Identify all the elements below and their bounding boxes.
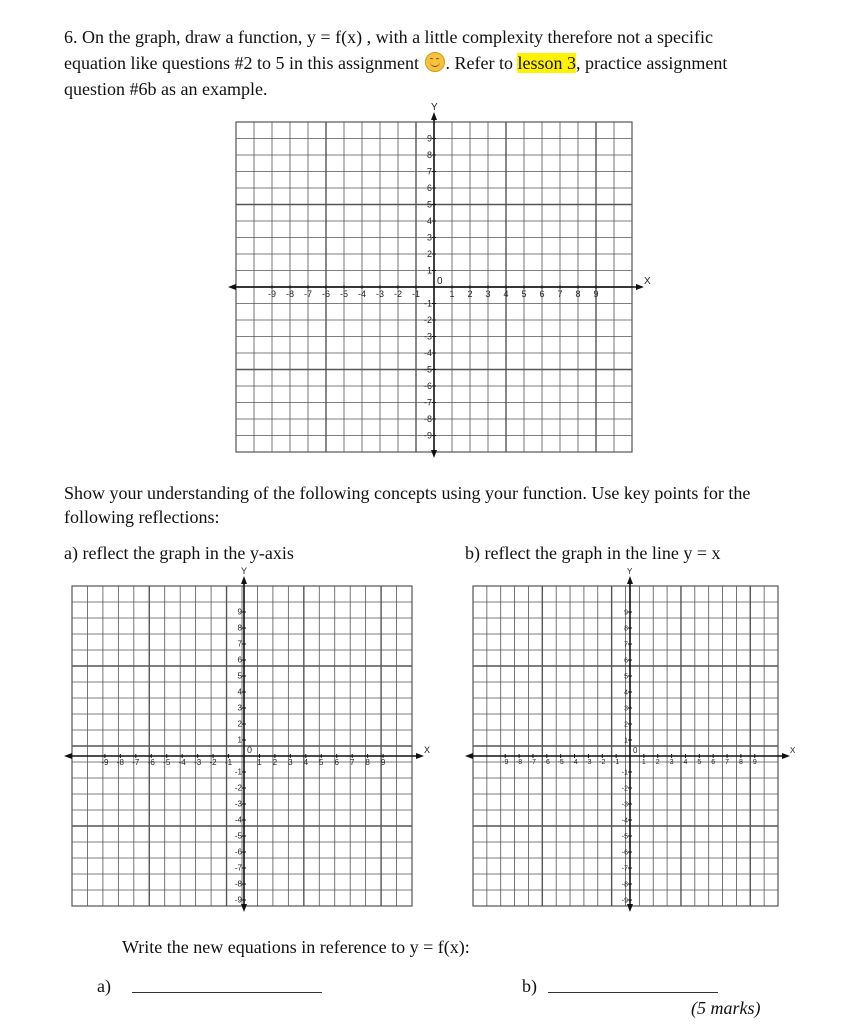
- x-tick-label: 6: [539, 289, 545, 299]
- x-tick-label: 4: [683, 759, 688, 766]
- part-a-label: a) reflect the graph in the y-axis: [64, 543, 294, 563]
- y-tick-label: 1: [426, 265, 432, 276]
- y-tick-label: 8: [237, 623, 242, 633]
- y-tick-label: 8: [624, 625, 628, 633]
- y-tick-label: 3: [426, 232, 432, 243]
- y-tick-label: -3: [621, 801, 628, 809]
- x-tick-label: -3: [585, 759, 592, 766]
- y-tick-label: 1: [237, 735, 242, 745]
- y-tick-label: -9: [423, 430, 432, 441]
- y-tick-label: -4: [423, 348, 432, 358]
- y-axis-up-arrow-icon: [241, 576, 247, 584]
- answer-b-label: b): [522, 976, 537, 996]
- y-tick-label: -3: [423, 331, 432, 342]
- x-tick-label: 2: [467, 289, 473, 299]
- x-axis-right-arrow-icon: [416, 753, 424, 759]
- y-tick-label: 5: [237, 671, 242, 681]
- x-tick-label: -7: [303, 289, 313, 299]
- origin-label: 0: [633, 746, 638, 755]
- x-tick-label: -6: [543, 759, 550, 766]
- y-tick-label: 7: [624, 641, 628, 649]
- y-tick-label: 3: [237, 703, 242, 713]
- instructions-line-1: Show your understanding of the following concepts using your function. Use key points for the: [64, 483, 751, 503]
- x-axis-right-arrow-icon: [782, 753, 790, 759]
- y-axis-up-arrow-icon: [431, 112, 437, 120]
- x-tick-label: 9: [380, 758, 386, 767]
- x-tick-label: -4: [571, 759, 578, 766]
- x-axis-right-arrow-icon: [636, 284, 644, 290]
- x-tick-label: -6: [321, 289, 331, 299]
- x-tick-label: -5: [557, 759, 564, 766]
- y-tick-label: 9: [426, 133, 432, 144]
- y-tick-label: -3: [234, 799, 242, 809]
- x-tick-label: -3: [194, 758, 202, 767]
- origin-label: 0: [247, 745, 253, 755]
- x-tick-label: -7: [132, 758, 140, 767]
- x-tick-label: -9: [502, 759, 509, 766]
- x-tick-label: -6: [147, 758, 155, 767]
- y-tick-label: 1: [624, 737, 628, 745]
- x-tick-label: 7: [725, 759, 729, 766]
- question-line2a-text: equation like questions #2 to 5 in this assignment: [64, 53, 419, 73]
- y-tick-label: 9: [237, 607, 242, 617]
- y-tick-label: -9: [234, 895, 242, 905]
- x-tick-label: 9: [752, 759, 757, 766]
- x-tick-label: -4: [357, 289, 367, 299]
- question-number: 6.: [64, 27, 78, 47]
- question-line2c-text: , practice assignment: [575, 53, 728, 73]
- y-tick-label: 7: [237, 639, 242, 649]
- answer-a-label: a): [97, 976, 111, 996]
- x-tick-label: 5: [521, 289, 527, 299]
- x-axis-label: X: [424, 745, 431, 755]
- x-tick-label: 2: [272, 758, 278, 767]
- x-tick-label: 7: [557, 289, 563, 299]
- y-tick-label: -1: [621, 769, 628, 777]
- x-tick-label: 4: [503, 289, 509, 299]
- x-tick-label: 6: [334, 758, 339, 767]
- x-axis-label: X: [644, 276, 651, 287]
- question-line-2: [64, 50, 804, 76]
- y-tick-label: 4: [426, 216, 432, 226]
- y-tick-label: -1: [423, 298, 432, 309]
- answer-b-input[interactable]: [548, 972, 718, 993]
- question-line-1: [64, 24, 804, 50]
- x-tick-label: -4: [178, 758, 186, 767]
- y-axis-down-arrow-icon: [627, 904, 633, 912]
- x-tick-label: 4: [303, 758, 309, 767]
- x-tick-label: -8: [285, 289, 295, 299]
- answer-a-input[interactable]: [132, 972, 322, 993]
- y-tick-label: 8: [426, 150, 432, 160]
- x-tick-label: -7: [529, 759, 537, 766]
- y-tick-label: -8: [234, 879, 242, 889]
- y-tick-label: -7: [234, 863, 242, 873]
- x-axis-left-arrow-icon: [228, 284, 236, 290]
- y-tick-label: -8: [621, 881, 628, 889]
- graph-b-grid[interactable]: [465, 567, 796, 911]
- y-tick-label: -6: [234, 847, 242, 857]
- y-tick-label: -9: [621, 897, 628, 905]
- x-tick-label: -9: [101, 758, 109, 767]
- instructions: [64, 481, 824, 529]
- y-tick-label: -8: [423, 414, 432, 424]
- x-tick-label: 3: [669, 759, 674, 766]
- y-tick-label: -7: [423, 397, 432, 408]
- x-axis-left-arrow-icon: [465, 753, 473, 759]
- y-axis-label: Y: [241, 566, 248, 576]
- y-axis-label: Y: [627, 567, 633, 576]
- footer-prompt: Write the new equations in reference to y = f(x):: [122, 937, 470, 957]
- x-tick-label: -1: [613, 759, 620, 766]
- x-tick-label: -1: [411, 289, 421, 299]
- part-b-label: b) reflect the graph in the line y = x: [465, 543, 721, 563]
- y-tick-label: 6: [624, 657, 628, 665]
- y-axis-up-arrow-icon: [627, 576, 633, 584]
- origin-label: 0: [437, 276, 443, 287]
- x-tick-label: -1: [224, 758, 233, 767]
- x-axis-label: X: [790, 746, 796, 755]
- y-tick-label: -7: [621, 865, 628, 873]
- x-tick-label: 1: [449, 289, 455, 299]
- x-tick-label: 3: [485, 289, 491, 299]
- x-tick-label: 5: [319, 758, 324, 767]
- y-axis-label: Y: [431, 102, 438, 113]
- instructions-line-2: following reflections:: [64, 507, 220, 527]
- x-tick-label: -2: [393, 289, 403, 299]
- x-tick-label: 1: [257, 758, 262, 767]
- y-tick-label: -2: [423, 315, 432, 325]
- y-tick-label: 5: [624, 673, 628, 681]
- y-tick-label: -2: [621, 785, 628, 793]
- x-tick-label: 8: [738, 759, 743, 766]
- y-tick-label: 9: [624, 609, 628, 617]
- y-tick-label: 6: [237, 655, 242, 665]
- main-graph-grid[interactable]: [226, 102, 656, 455]
- question-line-3: question #6b as an example.: [64, 79, 268, 99]
- x-tick-label: -2: [599, 759, 606, 766]
- y-tick-label: 6: [426, 183, 432, 193]
- x-tick-label: -5: [163, 758, 171, 767]
- y-tick-label: -6: [423, 381, 432, 391]
- x-tick-label: -3: [375, 289, 385, 299]
- y-tick-label: -4: [621, 817, 628, 825]
- x-tick-label: 6: [711, 759, 716, 766]
- x-tick-label: 1: [641, 759, 646, 766]
- question-text: [64, 24, 804, 102]
- y-tick-label: -5: [423, 364, 432, 375]
- x-tick-label: -5: [339, 289, 349, 299]
- y-tick-label: -5: [234, 831, 242, 841]
- x-tick-label: -2: [209, 758, 217, 767]
- x-axis-left-arrow-icon: [64, 753, 72, 759]
- y-tick-label: 3: [624, 705, 628, 713]
- marks-label: (5 marks): [691, 998, 761, 1018]
- y-tick-label: -4: [234, 815, 242, 825]
- y-tick-label: -1: [234, 767, 242, 777]
- y-tick-label: -6: [621, 849, 628, 857]
- smiling-face-icon: [425, 52, 445, 72]
- y-tick-label: -2: [234, 783, 242, 793]
- x-tick-label: -8: [116, 758, 124, 767]
- y-tick-label: 4: [237, 687, 242, 697]
- x-tick-label: 3: [288, 758, 293, 767]
- lesson-link[interactable]: lesson 3: [517, 53, 576, 73]
- x-tick-label: 9: [593, 289, 599, 299]
- graph-a-grid[interactable]: [64, 566, 431, 911]
- x-tick-label: 8: [365, 758, 370, 767]
- y-tick-label: 2: [237, 719, 242, 729]
- y-axis-down-arrow-icon: [431, 450, 437, 458]
- x-tick-label: 5: [697, 759, 702, 766]
- y-axis-down-arrow-icon: [241, 904, 247, 912]
- y-tick-label: 5: [426, 199, 432, 210]
- x-tick-label: -9: [267, 289, 277, 299]
- y-tick-label: 4: [624, 689, 628, 697]
- question-line1-text: On the graph, draw a function, y = f(x) , with a little complexity therefore not a specific: [82, 27, 713, 47]
- y-tick-label: 2: [624, 721, 628, 729]
- y-tick-label: 2: [426, 249, 432, 259]
- y-tick-label: -5: [621, 833, 628, 841]
- x-tick-label: 8: [575, 289, 581, 299]
- y-tick-label: 7: [426, 166, 432, 177]
- x-tick-label: 2: [655, 759, 660, 766]
- x-tick-label: -8: [515, 759, 523, 766]
- question-line2b-text: . Refer to: [445, 53, 513, 73]
- x-tick-label: 7: [349, 758, 355, 767]
